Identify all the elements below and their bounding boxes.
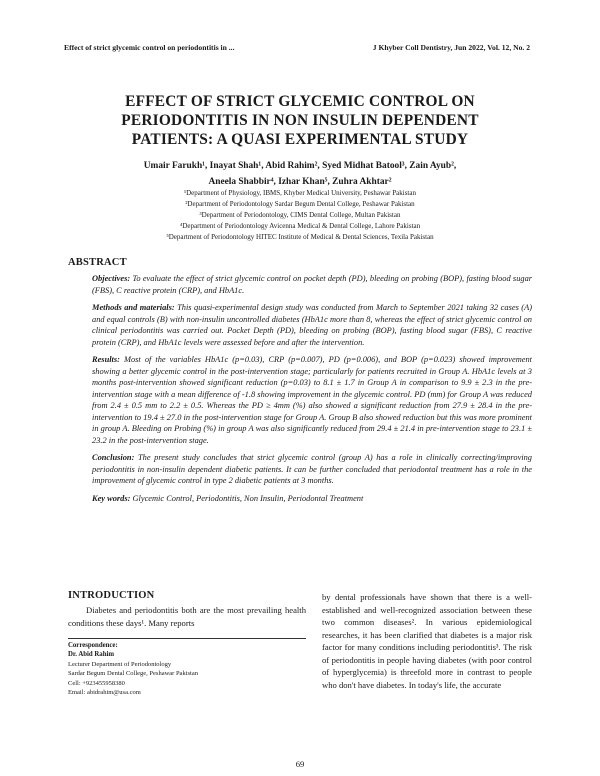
conclusion-label: Conclusion: — [92, 453, 135, 462]
running-header-right: J Khyber Coll Dentistry, Jun 2022, Vol. 12, No. 2 — [372, 43, 530, 52]
affiliation-item: ⁴Department of Periodontology Avicenna Medical & Dental College, Lahore Pakistan — [179, 222, 421, 230]
correspondence-label: Correspondence: — [68, 642, 118, 649]
introduction-left-column: Diabetes and periodontitis both are the most prevailing health conditions these days¹. Many reports — [68, 605, 306, 628]
results-label: Results: — [92, 355, 120, 364]
correspondence-institution: Sardar Begum Dental College, Peshawar Pakistan — [68, 670, 198, 678]
conclusion-text: The present study concludes that strict glycemic control (group A) has a role in clinically correcting/improving periodontitis in non-insulin dependent diabetic patients. It can be further concluded that periodontal treatment has a role in the improvement of glycemic control in type 2 diabetic patients at 3 months. — [92, 453, 532, 485]
author-line: Aneela Shabbir⁴, Izhar Khan⁵, Zuhra Akhtar² — [208, 177, 392, 187]
methods-label: Methods and materials: — [92, 303, 175, 312]
correspondence-position: Lecturer Department of Periodontology — [68, 660, 172, 668]
abstract-results — [92, 354, 532, 446]
title-line: PATIENTS: A QUASI EXPERIMENTAL STUDY — [131, 131, 469, 148]
keywords-label: Key words: — [92, 493, 131, 503]
affiliation-item: ³Department of Periodontology, CIMS Dental College, Multan Pakistan — [199, 211, 401, 219]
correspondence-email: Email: abidrahim@usa.com — [68, 689, 141, 697]
correspondence-box — [68, 638, 306, 697]
article-title — [40, 92, 560, 149]
abstract-conclusion — [92, 452, 532, 487]
objectives-text: To evaluate the effect of strict glycemic control on pocket depth (PD), bleeding on probing (BOP), fasting blood sugar (FBS), C reactive protein (CRP), and HbA1c. — [92, 274, 533, 295]
affiliation-item: ⁵Department of Periodontology HITEC Institute of Medical & Dental Sciences, Texila Pakistan — [166, 233, 434, 241]
author-list — [40, 158, 560, 190]
author-line: Umair Farukh¹, Inayat Shah¹, Abid Rahim², Syed Midhat Batool³, Zain Ayub², — [143, 161, 457, 171]
affiliation-item: ¹Department of Physiology, IBMS, Khyber Medical University, Peshawar Pakistan — [184, 189, 416, 197]
methods-text: This quasi-experimental design study was conducted from March to September 2021 taking 32 cases (A) and equal controls (B) with non-insulin uncontrolled diabetes (HbA1c more than 8, whereas the effect of strict glycemic control on clinical periodontitis was carried out. Pocket Depth (PD), bleeding on probing (BOP), fasting blood sugar (FBS), C reactive protein (CRP), and HbA1c levels were assessed before and after the intervention. — [92, 303, 532, 347]
title-line: EFFECT OF STRICT GLYCEMIC CONTROL ON — [125, 93, 475, 110]
objectives-label: Objectives: — [92, 274, 131, 283]
results-text: Most of the variables HbA1c (p=0.03), CRP (p=0.007), PD (p=0.006), and BOP (p=0.023) showed improvement showing a better glycemic control in the post-intervention stage; particularly for patients recruited in Group A. HbA1c levels at 3 months post-intervention showed significant reduction (p=0.03) to 8.1 ± 1.7 in Group A in comparison to 9.9 ± 2.3 in the pre-intervention stage with a mean difference of -1.8 showing improvement in the glycemic control. PD (mm) for Group A was reduced from 2.4 ± 0.5 mm to 2.2 ± 0.5. Whereas the PD ≥ 4mm (%) also showed a significant reduction from 27.9 ± 28.4 in the pre-intervention to 19.4 ± 27.0 in the post-intervention stage for Group A. Group B also showed reduction but this was more prominent in group A. Bleeding on Probing (%) in group A was also significantly reduced from 29.4 ± 21.4 in pre-intervention stage to 23.1 ± 23.2 in the post-intervention stage. — [92, 355, 532, 445]
keywords-text: Glycemic Control, Periodontitis, Non Insulin, Periodontal Treatment — [132, 493, 364, 503]
abstract-methods — [92, 302, 532, 348]
affiliation-item: ²Department of Periodontology Sardar Begum Dental College, Peshawar Pakistan — [185, 200, 415, 208]
abstract-objectives — [92, 273, 532, 296]
correspondence-cell: Cell: +923455958380 — [68, 679, 125, 687]
page-number: 69 — [295, 759, 305, 769]
abstract-keywords — [92, 493, 532, 505]
affiliation-list — [60, 188, 540, 243]
abstract-body — [92, 273, 532, 510]
abstract-heading: ABSTRACT — [68, 257, 127, 268]
running-header-left: Effect of strict glycemic control on periodontitis in ... — [64, 43, 235, 52]
introduction-heading: INTRODUCTION — [68, 590, 155, 601]
correspondence-name: Dr. Abid Rahim — [68, 651, 115, 659]
introduction-right-column: by dental professionals have shown that there is a well-established and well-recognized association between these two common diseases². In various epidemiological researches, it has been clarified that diabetes is a major risk factor for many conditions including periodontitis³. The risk of periodontitis in people having diabetes (with poor control of hyperglycemia) is threefold more in contrast to people who don't have diabetes. In today's life, the accurate — [322, 592, 532, 690]
title-line: PERIODONTITIS IN NON INSULIN DEPENDENT — [121, 112, 479, 129]
